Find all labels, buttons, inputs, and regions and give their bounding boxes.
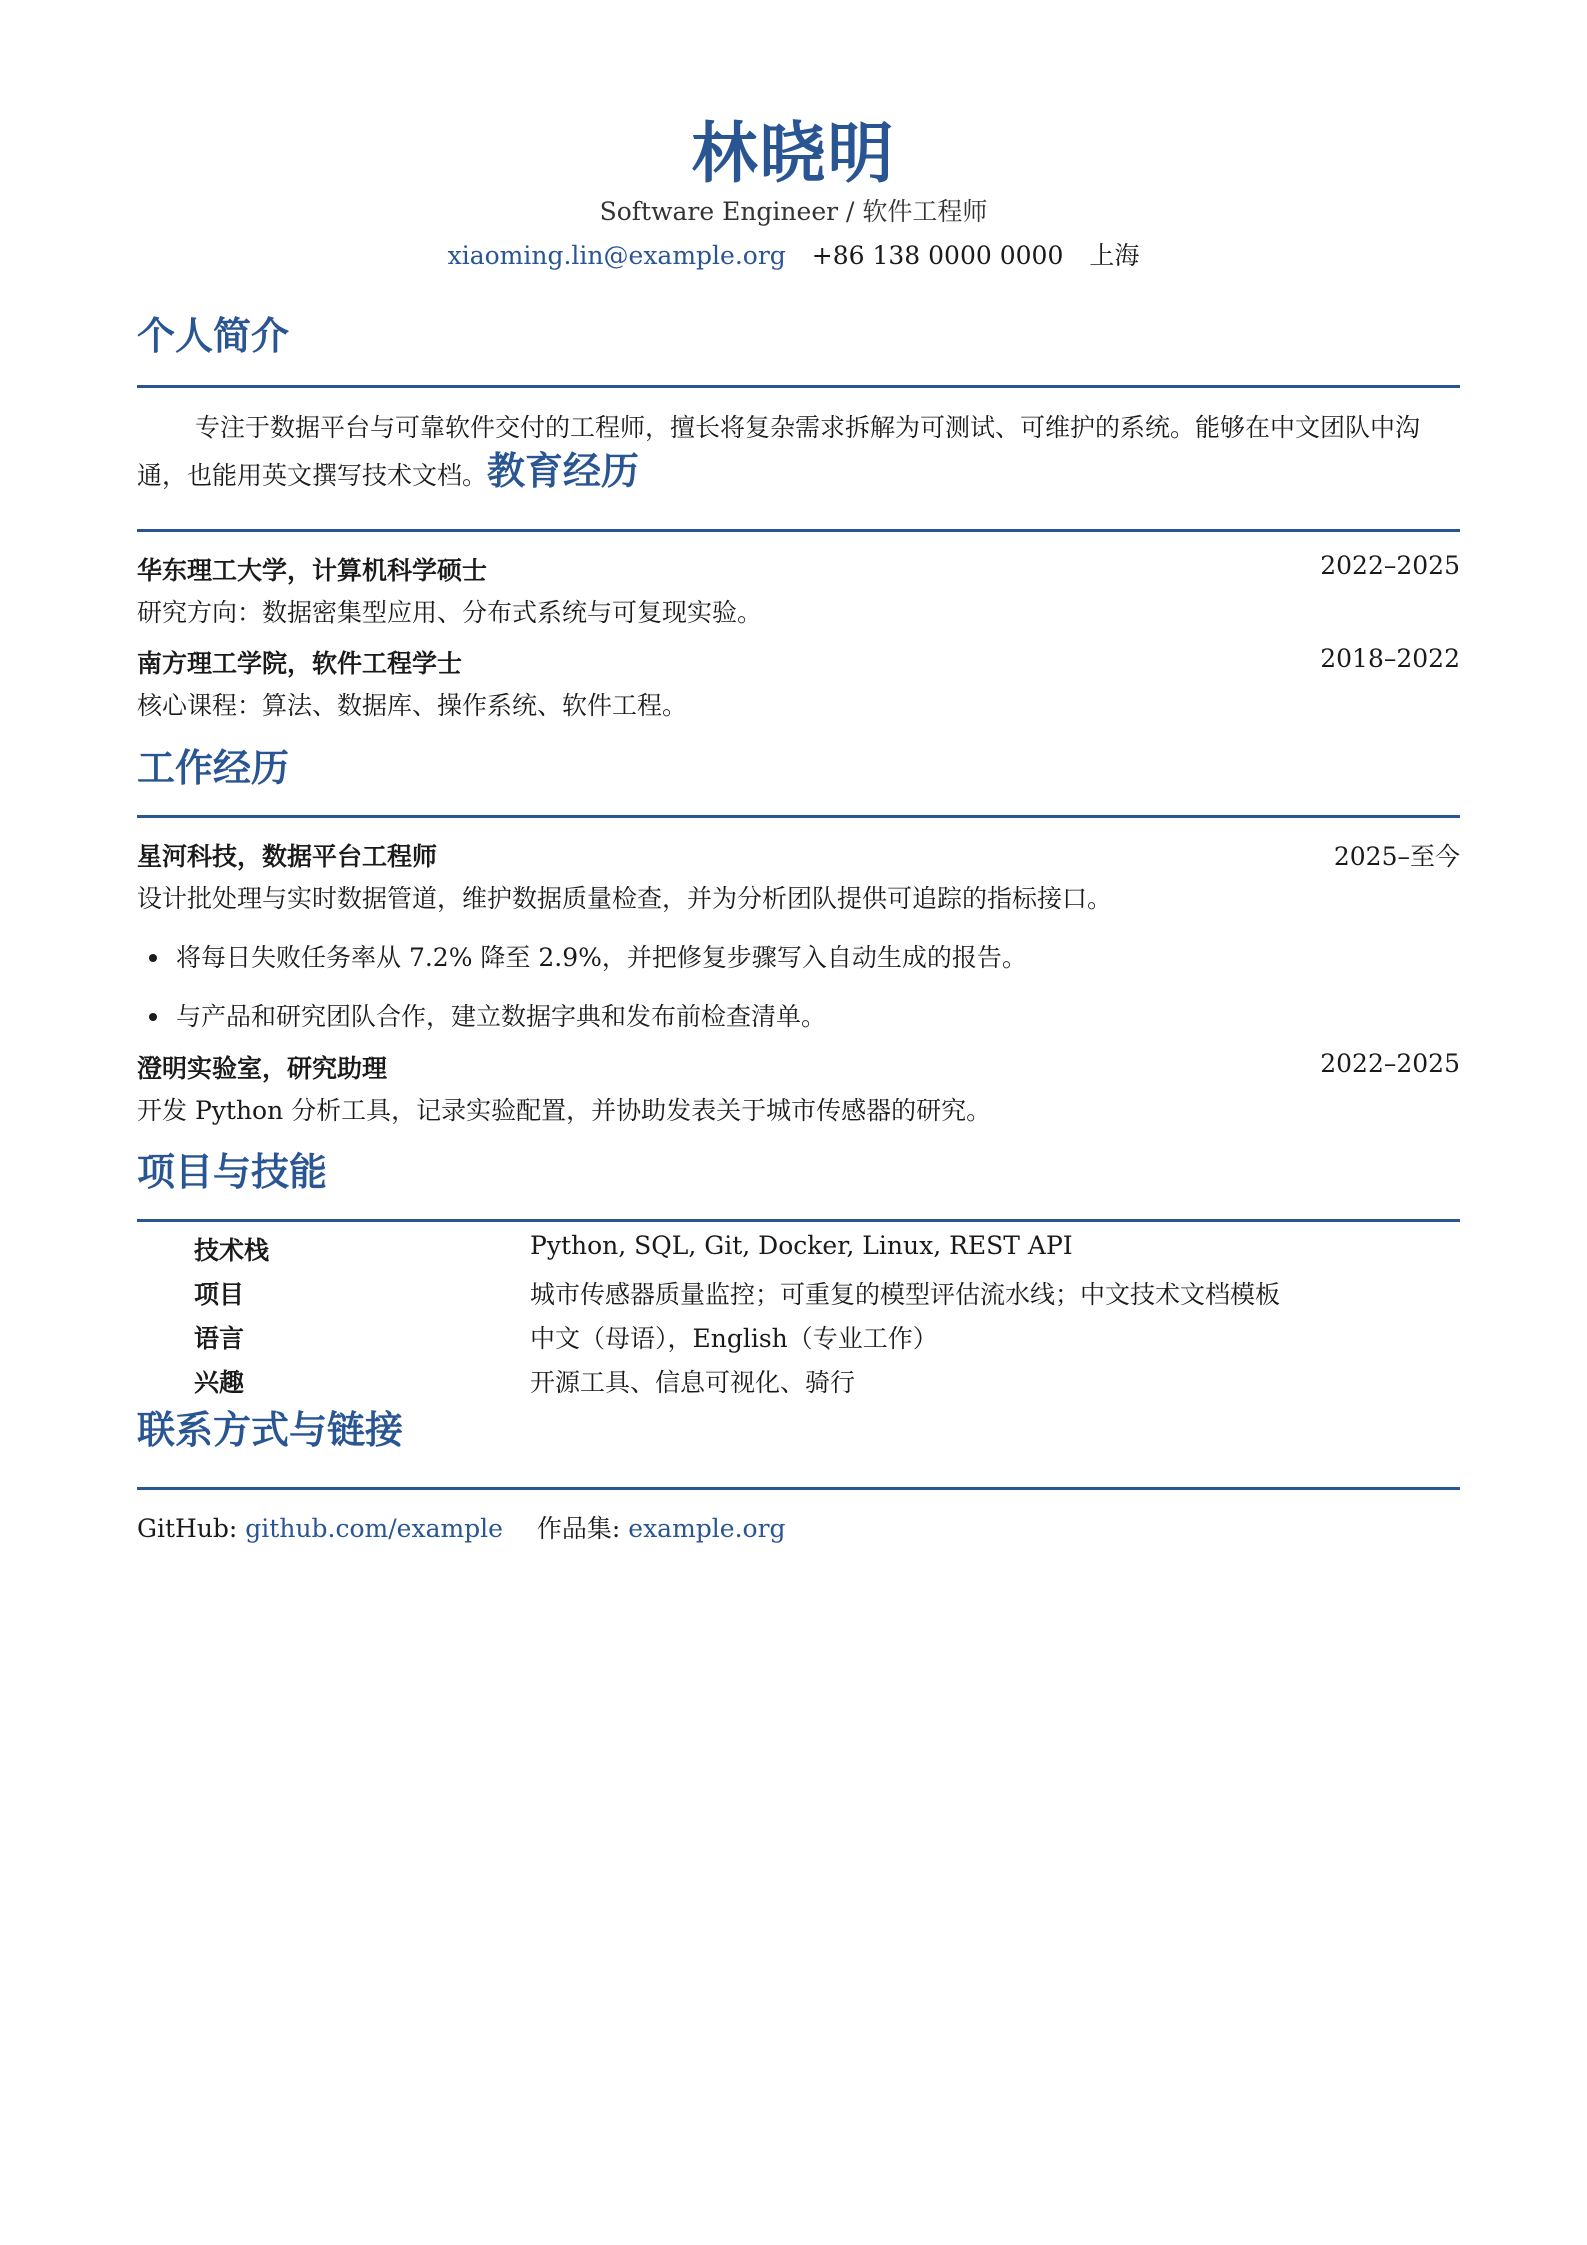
links-line	[137, 1509, 786, 1545]
person-name: 林晓明	[691, 114, 896, 192]
skills-label: 技术栈	[194, 1236, 270, 1265]
summary-divider	[137, 385, 1460, 388]
summary-paragraph	[137, 406, 1460, 497]
links-section-title: 联系方式与链接	[137, 1407, 404, 1452]
links-divider	[137, 1487, 1460, 1490]
skills-value: 中文（母语），English（专业工作）	[530, 1324, 938, 1353]
skills-value: 开源工具、信息可视化、骑行	[530, 1368, 856, 1397]
portfolio-link[interactable]: example.org	[628, 1514, 786, 1543]
summary-section-title: 个人简介	[137, 313, 290, 358]
email-link[interactable]: xiaoming.lin@example.org	[447, 241, 786, 270]
education-date: 2018–2022	[1320, 644, 1460, 673]
skills-label: 项目	[194, 1280, 245, 1309]
work-heading: 澄明实验室，研究助理	[137, 1054, 388, 1083]
skills-divider	[137, 1219, 1460, 1222]
education-divider	[137, 529, 1460, 532]
work-detail: 设计批处理与实时数据管道，维护数据质量检查，并为分析团队提供可追踪的指标接口。	[137, 884, 1113, 913]
summary-text: 专注于数据平台与可靠软件交付的工程师，擅长将复杂需求拆解为可测试、可维护的系统。能够在中文团队中沟通，也能用英文撰写技术文档。	[137, 413, 1421, 490]
work-detail: 开发 Python 分析工具，记录实验配置，并协助发表关于城市传感器的研究。	[137, 1096, 992, 1125]
job-title: Software Engineer / 软件工程师	[599, 197, 988, 226]
education-heading: 南方理工学院，软件工程学士	[137, 649, 463, 678]
education-detail: 研究方向：数据密集型应用、分布式系统与可复现实验。	[137, 598, 763, 627]
github-link[interactable]: github.com/example	[245, 1514, 503, 1543]
bullet-icon	[149, 1013, 157, 1021]
github-label: GitHub:	[137, 1514, 238, 1543]
skills-value: Python, SQL, Git, Docker, Linux, REST API	[530, 1231, 1073, 1260]
portfolio-label: 作品集:	[536, 1514, 621, 1543]
skills-section-title: 项目与技能	[137, 1149, 328, 1194]
work-bullet: 与产品和研究团队合作，建立数据字典和发布前检查清单。	[176, 1002, 827, 1031]
work-date: 2025–至今	[1333, 842, 1460, 871]
work-date: 2022–2025	[1320, 1049, 1460, 1078]
work-bullet: 将每日失败任务率从 7.2% 降至 2.9%，并把修复步骤写入自动生成的报告。	[176, 943, 1027, 972]
skills-value: 城市传感器质量监控；可重复的模型评估流水线；中文技术文档模板	[530, 1280, 1281, 1309]
skills-label: 语言	[194, 1324, 245, 1353]
contact-line	[0, 236, 1587, 272]
work-section-title: 工作经历	[137, 745, 290, 790]
bullet-icon	[149, 954, 157, 962]
work-heading: 星河科技，数据平台工程师	[137, 842, 438, 871]
skills-label: 兴趣	[194, 1368, 245, 1397]
location: 上海	[1089, 241, 1140, 270]
education-heading: 华东理工大学，计算机科学硕士	[137, 556, 488, 585]
work-divider	[137, 815, 1460, 818]
phone-number: +86 138 0000 0000	[811, 241, 1064, 270]
education-date: 2022–2025	[1320, 551, 1460, 580]
education-section-title: 教育经历	[487, 448, 640, 493]
education-detail: 核心课程：算法、数据库、操作系统、软件工程。	[137, 691, 688, 720]
